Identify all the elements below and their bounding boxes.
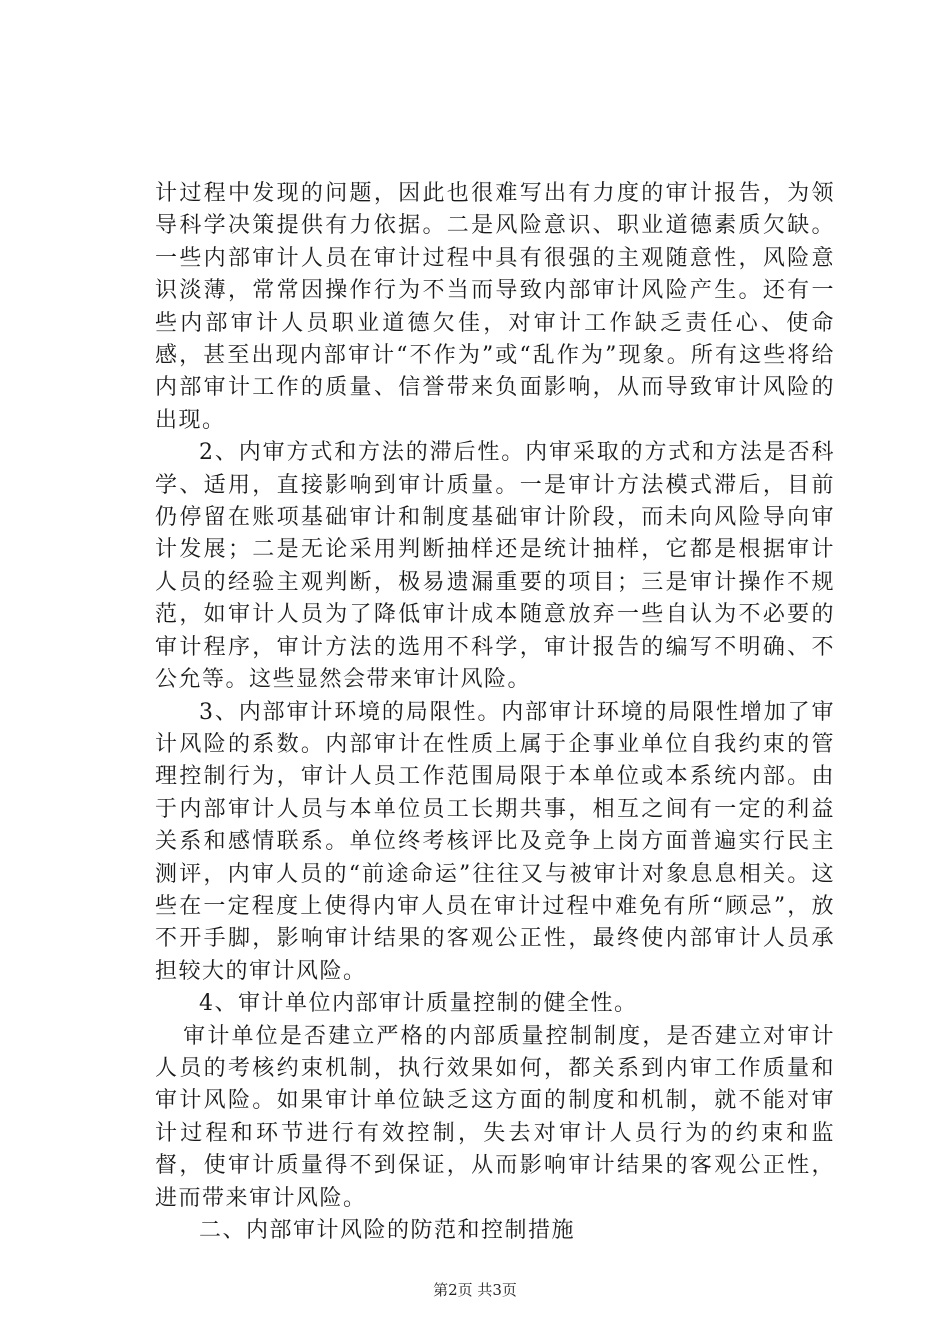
paragraph-environment-limits: 3、内部审计环境的局限性。内部审计环境的局限性增加了审计风险的系数。内部审计在性质上属于企事业单位自我约束的管理控制行为，审计人员工作范围局限于本单位或本系统内部。由于内部审计人员与本单位员工长期共事，相互之间有一定的利益关系和感情联系。单位终考核评比及竞争上岗方面普遍实行民主测评，内审人员的“前途命运”往往又与被审计对象息息相关。这些在一定程度上使得内审人员在审计过程中难免有所“顾忌”，放不开手脚，影响审计结果的客观公正性，最终使内部审计人员承担较大的审计风险。	[155, 699, 835, 984]
paragraph-method-lag: 2、内审方式和方法的滞后性。内审采取的方式和方法是否科学、适用，直接影响到审计质量。一是审计方法模式滞后，目前仍停留在账项基础审计和制度基础审计阶段，而未向风险导向审计发展；二是无论采用判断抽样还是统计抽样，它都是根据审计人员的经验主观判断，极易遗漏重要的项目；三是审计操作不规范，如审计人员为了降低审计成本随意放弃一些自认为不必要的审计程序，审计方法的选用不科学，审计报告的编写不明确、不公允等。这些显然会带来审计风险。	[155, 440, 835, 693]
paragraph-quality-control-heading: 4、审计单位内部审计质量控制的健全性。	[199, 991, 638, 1017]
document-body	[155, 178, 835, 1247]
paragraph-continuation: 计过程中发现的问题，因此也很难写出有力度的审计报告，为领导科学决策提供有力依据。二是风险意识、职业道德素质欠缺。一些内部审计人员在审计过程中具有很强的主观随意性，风险意识淡薄，常常因操作行为不当而导致内部审计风险产生。还有一些内部审计人员职业道德欠佳，对审计工作缺乏责任心、使命感，甚至出现内部审计“不作为”或“乱作为”现象。所有这些将给内部审计工作的质量、信誉带来负面影响，从而导致审计风险的出现。	[155, 181, 835, 433]
paragraph-quality-control: 审计单位是否建立严格的内部质量控制制度，是否建立对审计人员的考核约束机制，执行效果如何，都关系到内审工作质量和审计风险。如果审计单位缺乏这方面的制度和机制，就不能对审计过程和环节进行有效控制，失去对审计人员行为的约束和监督，使审计质量得不到保证，从而影响审计结果的客观公正性，进而带来审计风险。	[155, 1023, 835, 1211]
page-footer: 第2页 共3页	[433, 1281, 517, 1299]
section-heading-prevention: 二、内部审计风险的防范和控制措施	[199, 1218, 576, 1243]
